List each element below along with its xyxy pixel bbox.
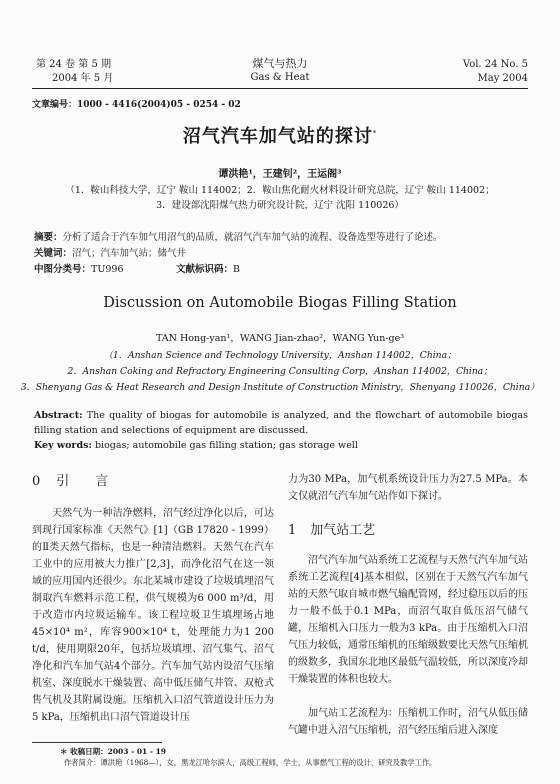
abstract-cn (34, 229, 528, 243)
title-cn-text: 沼气汽车加气站的探讨 (182, 126, 373, 147)
section-1-title: 加气站工艺 (310, 523, 376, 538)
section-0-heading (32, 470, 108, 489)
affiliation-en-2: 2．Anshan Coking and Refractory Engineering Consulting Corp，Anshan 114002，China； (67, 366, 493, 377)
journal-name-cn: 煤气与热力 (252, 57, 308, 70)
keywords-cn (34, 245, 186, 259)
clc-value: TU996 (91, 264, 124, 275)
title-en: Discussion on Automobile Biogas Filling Station (103, 295, 457, 311)
journal-vol-en: Vol. 24 No. 5 (462, 59, 528, 70)
keywords-cn-label: 关键词： (34, 248, 73, 259)
section-0-title: 引 言 (56, 474, 109, 489)
keywords-cn-text: 沼气；汽车加气站；储气井 (72, 248, 187, 259)
right-column-paragraph-0: 力为30 MPa，加气机系统设计压力为27.5 MPa。本文仅就沼气汽车加气站作如下探讨。 (288, 474, 528, 502)
keywords-en-label: Key words: (34, 440, 92, 451)
journal-name-en: Gas & Heat (250, 72, 310, 83)
abstract-en-label: Abstract: (34, 410, 83, 421)
footnote-author-bio: 作者简介：谭洪艳（1968—），女，黑龙江哈尔滨人，高级工程师，学士，从事燃气工程的设计、研究及教学工作。 (64, 758, 437, 767)
abstract-en-text: The quality of biogas for automobile is analyzed, and the flowchart of automobile biogas filling station and selections of equipment are discussed. (34, 410, 528, 436)
section-1-heading (288, 519, 375, 538)
keywords-en-text: biogas; automobile gas filling station; gas storage well (94, 440, 358, 451)
process-paragraph-2: 加气站工艺流程为：压缩机工作时，沼气从低压储气罐中进入沼气压缩机，沼气经压缩后进入深度 (288, 708, 528, 736)
keywords-en (34, 440, 358, 451)
process-paragraph-1: 沼气汽车加气站系统工艺流程与天然气汽车加气站系统工艺流程[4]基本相似，区别在于天然气汽车加气站的天然气取自城市燃气输配管网，经过稳压以后的压力一般不低于0.1 MPa，而沼气取自低压沼气储气罐，压缩机入口压力一般为3 kPa。由于压缩机入口沼气压力较低，通常压缩机的压缩级数要比天然气压缩机的级数多，我国东北地区最低气温较低，所以深度冷却干燥装置的体积也较大。 (288, 555, 528, 685)
doc-code-value: B (233, 264, 240, 275)
document-code (176, 261, 240, 275)
clc-label: 中图分类号： (34, 264, 92, 275)
authors-en: TAN Hong-yan¹，WANG Jian-zhao²，WANG Yun-ge³ (155, 333, 405, 344)
section-0-number: 0 (32, 474, 41, 489)
header-rule (32, 88, 528, 89)
footnote-rule (32, 742, 162, 743)
abstract-en (34, 408, 528, 438)
journal-date: 2004 年 5 月 (52, 73, 114, 84)
title-cn (0, 122, 560, 148)
journal-volume-issue: 第 24 卷 第 5 期 (36, 59, 111, 70)
title-footnote-mark: * (372, 130, 378, 137)
section-1-number: 1 (288, 523, 297, 538)
affiliation-en-1: （1．Anshan Science and Technology University，Anshan 114002，China； (103, 350, 457, 361)
authors-cn: 谭洪艳¹，王建钊²，王运阁³ (218, 169, 342, 180)
journal-date-en: May 2004 (477, 73, 528, 84)
affiliation-en-3: 3．Shenyang Gas & Heat Research and Design Institute of Construction Ministry，Shenyang 110026，China） (20, 382, 540, 393)
abstract-cn-label: 摘要： (34, 232, 63, 243)
article-id: 文章编号：1000 - 4416(2004)05 - 0254 - 02 (32, 100, 241, 110)
intro-paragraph: 天然气为一种洁净燃料，沼气经过净化以后，可达到现行国家标准《天然气》[1]（GB 17820 - 1999）的Ⅱ类天然气指标，也是一种清洁燃料。天然气在汽车工业中的应用被大力推广[2,3]，而净化沼气在这一领域的应用国内还很少。东北某城市建设了垃圾填埋沼气制取汽车燃料示范工程，供气规模为6 000 m³/d，用于改造市内垃圾运输车。该工程垃圾卫生填埋场占地45×10⁴ m²，库容900×10⁴ t，处理能力为1 200 t/d，使用期限20年，包括垃圾填埋、沼气集气、沼气净化和汽车加气站4个部分。汽车加气站内设沼气压缩机室、深度脱水干燥装置、高中低压储气井管、双枪式售气机及其附属设施。压缩机入口沼气管道设计压力为5 kPa，压缩机出口沼气管道设计压 (32, 508, 274, 723)
affiliation-cn-1: （1．鞍山科技大学，辽宁 鞍山 114002；2．鞍山焦化耐火材料设计研究总院，辽宁 鞍山 114002； (65, 185, 495, 196)
abstract-cn-text: 分析了适合于汽车加气用沼气的品质，就沼气汽车加气站的流程、设备选型等进行了论述。 (62, 232, 443, 243)
clc-number (34, 261, 124, 275)
affiliation-cn-2: 3．建设部沈阳煤气热力研究设计院，辽宁 沈阳 110026） (156, 200, 404, 211)
doc-code-label: 文献标识码： (176, 264, 234, 275)
footnote-received-date: ＊ 收稿日期：2003 - 01 - 19 (60, 747, 167, 756)
